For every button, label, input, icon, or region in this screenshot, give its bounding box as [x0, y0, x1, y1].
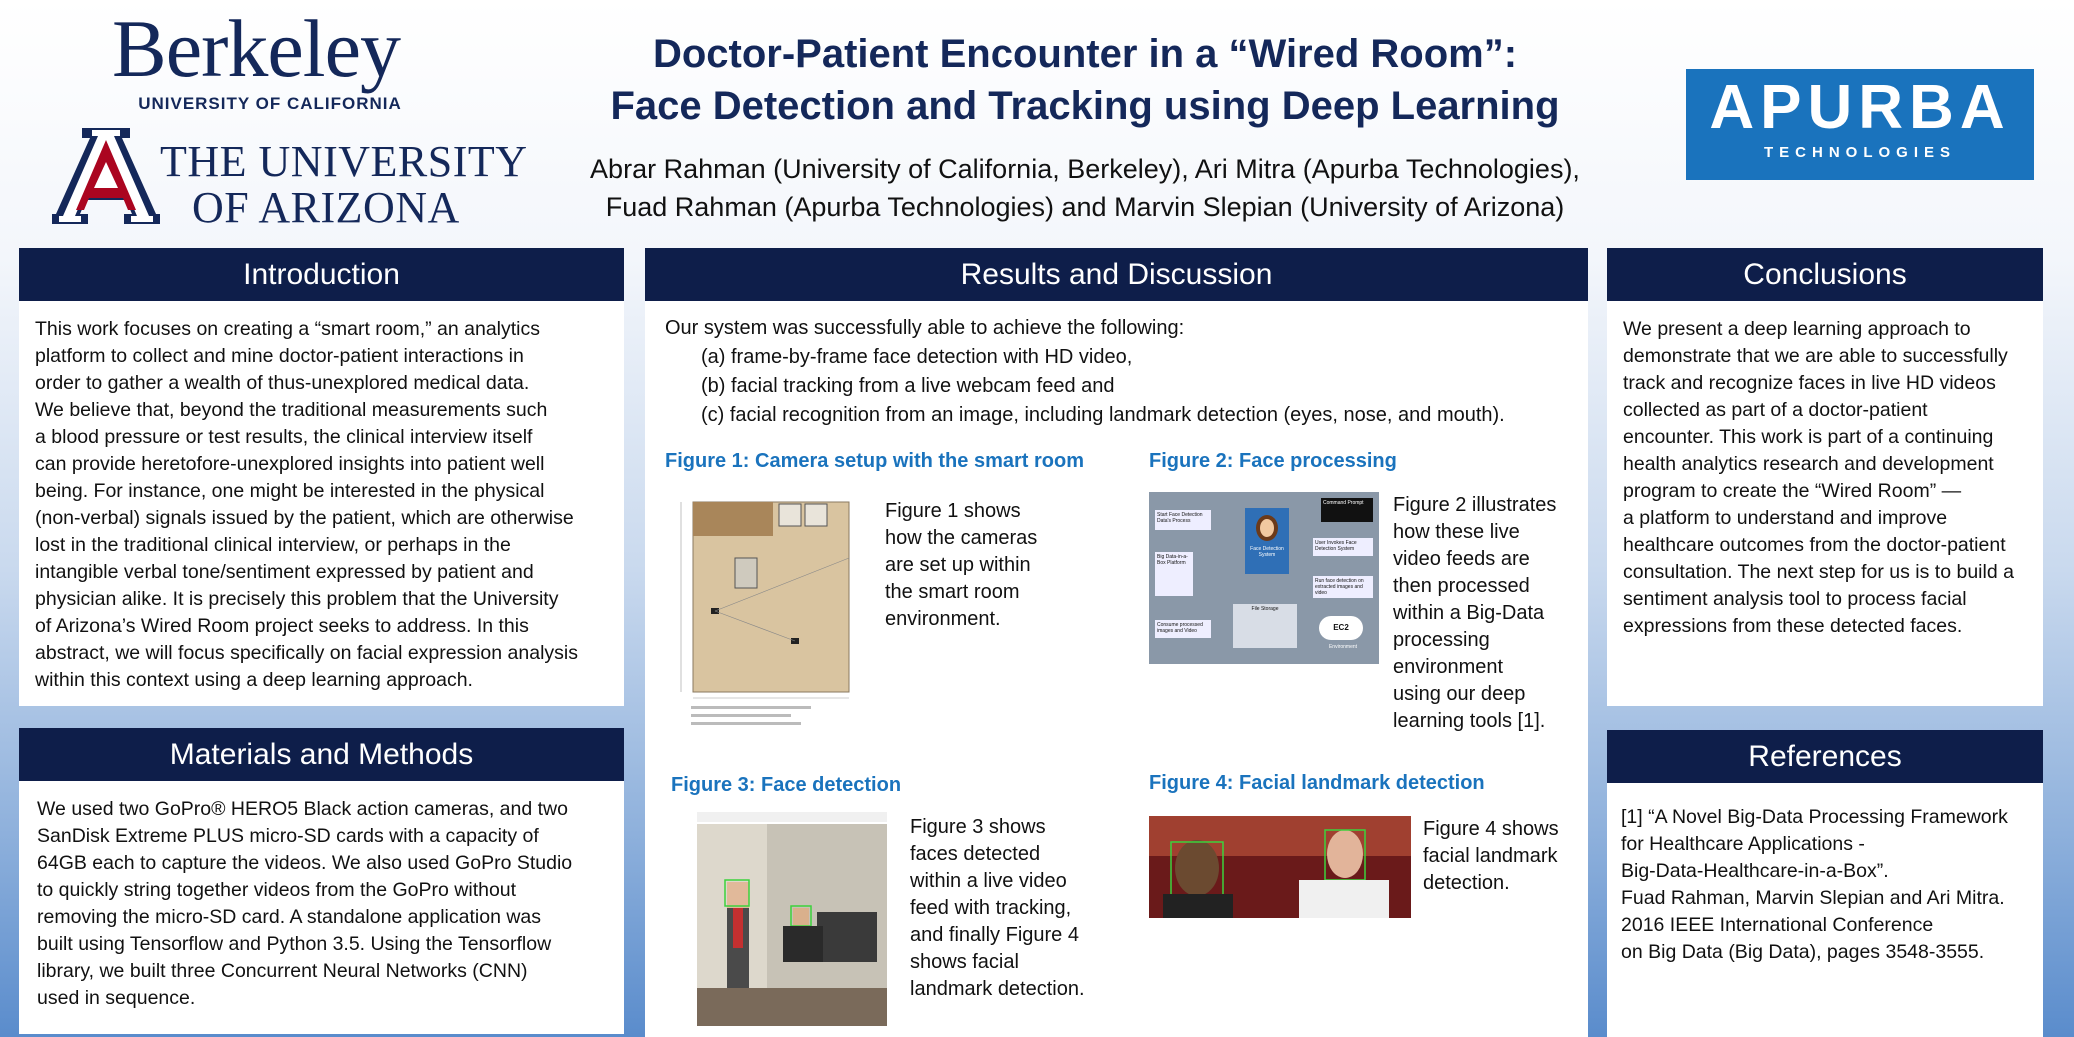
figure-2-caption: Figure 2: Face processing	[1149, 450, 1397, 472]
text-line: how the cameras	[885, 527, 1038, 549]
text-line: within a live video	[910, 870, 1067, 892]
text-line: a platform to understand and improve	[1623, 507, 1948, 529]
results-item-c: (c) facial recognition from an image, including landmark detection (eyes, nose, and mouth).	[701, 404, 1505, 426]
diagram-box: Run face detection on extracted images and video	[1313, 576, 1373, 598]
figure-3-caption: Figure 3: Face detection	[671, 774, 902, 796]
text-line: used in sequence.	[37, 987, 196, 1009]
text-line: video feeds are	[1393, 548, 1530, 570]
results-intro-line: Our system was successfully able to achieve the following:	[665, 317, 1185, 339]
arizona-logo-line1: THE UNIVERSITY	[160, 137, 528, 186]
text-line: a blood pressure or test results, the clinical interview itself	[35, 426, 533, 448]
diagram-box: Command Prompt	[1321, 498, 1373, 522]
text-line: how these live	[1393, 521, 1520, 543]
text-line: built using Tensorflow and Python 3.5. Using the Tensorflow	[37, 933, 552, 955]
conclusions-heading: Conclusions	[1607, 248, 2043, 301]
text-line: This work focuses on creating a “smart room,” an analytics	[35, 318, 541, 340]
diagram-label: Environment	[1328, 644, 1358, 650]
text-line: Figure 1 shows	[885, 500, 1021, 522]
text-line: We present a deep learning approach to	[1623, 318, 1971, 340]
text-line: within this context using a deep learning approach.	[35, 669, 473, 691]
references-text	[1621, 804, 2033, 966]
results-item-b: (b) facial tracking from a live webcam feed and	[701, 375, 1115, 397]
figure-1-text	[885, 498, 1037, 633]
text-line: We used two GoPro® HERO5 Black action cameras, and two	[37, 798, 568, 820]
results-panel	[645, 248, 1588, 1037]
text-line: order to gather a wealth of thus-unexplored medical data.	[35, 372, 530, 394]
text-line: environment	[1393, 656, 1504, 678]
references-heading: References	[1607, 730, 2043, 783]
text-line: encounter. This work is part of a continuing	[1623, 426, 1994, 448]
figure-3-face-detection-frame	[697, 812, 887, 1026]
text-line: using our deep	[1393, 683, 1526, 705]
diagram-box	[1245, 508, 1289, 574]
text-line: learning tools [1].	[1393, 710, 1546, 732]
results-intro	[665, 314, 1578, 430]
berkeley-logo: Berkeley	[112, 3, 400, 94]
conclusions-panel	[1607, 248, 2043, 706]
figure-4-caption: Figure 4: Facial landmark detection	[1149, 772, 1485, 794]
methods-heading: Materials and Methods	[19, 728, 624, 781]
figure-2-processing-diagram	[1149, 492, 1379, 664]
apurba-logo	[1686, 69, 2034, 180]
text-line: abstract, we will focus specifically on facial expression analysis	[35, 642, 578, 664]
figure-1-caption: Figure 1: Camera setup with the smart room	[665, 450, 1084, 472]
text-line: 64GB each to capture the videos. We also used GoPro Studio	[37, 852, 573, 874]
references-panel	[1607, 730, 2043, 1037]
text-line: and finally Figure 4	[910, 924, 1079, 946]
text-line: intangible verbal tone/sentiment expressed by patient and	[35, 561, 534, 583]
title-line-1: Doctor-Patient Encounter in a “Wired Room”:	[652, 32, 1518, 76]
arizona-a-logo	[52, 128, 160, 224]
berkeley-logo-subtitle: UNIVERSITY OF CALIFORNIA	[138, 94, 402, 113]
text-line: physician alike. It is precisely this problem that the University	[35, 588, 559, 610]
diagram-cloud: EC2	[1319, 616, 1363, 640]
text-line: Big-Data-Healthcare-in-a-Box”.	[1621, 860, 1889, 882]
diagram-box: Start Face Detection Data's Process	[1155, 510, 1211, 530]
conclusions-text	[1623, 316, 2033, 640]
text-line: Figure 2 illustrates	[1393, 494, 1557, 516]
text-line: collected as part of a doctor-patient	[1623, 399, 1928, 421]
introduction-heading: Introduction	[19, 248, 624, 301]
diagram-box: Big Data-in-a-Box Platform	[1155, 552, 1193, 596]
apurba-logo-subtitle: TECHNOLOGIES	[1763, 144, 1956, 161]
text-line: (non-verbal) signals issued by the patient, which are otherwise	[35, 507, 574, 529]
introduction-panel	[19, 248, 624, 706]
authors-line-2: Fuad Rahman (Apurba Technologies) and Marvin Slepian (University of Arizona)	[605, 192, 1565, 222]
text-line: removing the micro-SD card. A standalone application was	[37, 906, 542, 928]
text-line: to quickly string together videos from the GoPro without	[37, 879, 517, 901]
text-line: healthcare outcomes from the doctor-patient	[1623, 534, 2006, 556]
text-line: being. For instance, one might be interested in the physical	[35, 480, 545, 502]
text-line: can provide heretofore-unexplored insights into patient well	[35, 453, 545, 475]
text-line: facial landmark	[1423, 845, 1558, 867]
text-line: platform to collect and mine doctor-patient interactions in	[35, 345, 524, 367]
text-line: feed with tracking,	[910, 897, 1072, 919]
text-line: track and recognize faces in live HD videos	[1623, 372, 1996, 394]
methods-text	[37, 796, 614, 1012]
arizona-logo-line2: OF ARIZONA	[192, 183, 460, 232]
text-line: Fuad Rahman, Marvin Slepian and Ari Mitra.	[1621, 887, 2005, 909]
figure-4-text	[1423, 816, 1559, 897]
figure-3-text	[910, 814, 1085, 1003]
text-line: 2016 IEEE International Conference	[1621, 914, 1934, 936]
text-line: environment.	[885, 608, 1001, 630]
text-line: We believe that, beyond the traditional measurements such	[35, 399, 548, 421]
title-line-2: Face Detection and Tracking using Deep Learning	[610, 84, 1560, 128]
diagram-box: Consume processed images and Video	[1155, 620, 1211, 638]
text-line: detection.	[1423, 872, 1510, 894]
text-line: Figure 4 shows	[1423, 818, 1559, 840]
figure-4-landmark-frame	[1149, 816, 1411, 918]
text-line: health analytics research and development	[1623, 453, 1994, 475]
text-line: within a Big-Data	[1393, 602, 1545, 624]
text-line: shows facial	[910, 951, 1019, 973]
diagram-box: User Invokes Face Detection System	[1313, 538, 1373, 556]
text-line: the smart room	[885, 581, 1020, 603]
text-line: [1] “A Novel Big-Data Processing Framework	[1621, 806, 2008, 828]
methods-panel	[19, 728, 624, 1034]
figure-2-text	[1393, 492, 1556, 735]
text-line: processing	[1393, 629, 1490, 651]
text-line: program to create the “Wired Room” —	[1623, 480, 1962, 502]
introduction-text	[35, 316, 614, 694]
authors-line-1: Abrar Rahman (University of California, Berkeley), Ari Mitra (Apurba Technologies),	[590, 154, 1580, 184]
text-line: sentiment analysis tool to process facial	[1623, 588, 1967, 610]
text-line: Figure 3 shows	[910, 816, 1046, 838]
text-line: then processed	[1393, 575, 1530, 597]
results-heading: Results and Discussion	[645, 248, 1588, 301]
text-line: consultation. The next step for us is to build a	[1623, 561, 2014, 583]
text-line: library, we built three Concurrent Neural Networks (CNN)	[37, 960, 528, 982]
poster-title	[520, 28, 1650, 132]
text-line: expressions from these detected faces.	[1623, 615, 1963, 637]
figure-1-room-floorplan	[671, 488, 871, 738]
diagram-box-label: Face Detection System	[1250, 546, 1284, 558]
text-line: SanDisk Extreme PLUS micro-SD cards with a capacity of	[37, 825, 539, 847]
text-line: demonstrate that we are able to successfully	[1623, 345, 2008, 367]
text-line: on Big Data (Big Data), pages 3548-3555.	[1621, 941, 1985, 963]
text-line: of Arizona’s Wired Room project seeks to address. In this	[35, 615, 529, 637]
apurba-logo-word: APURBA	[1709, 73, 2011, 142]
text-line: faces detected	[910, 843, 1041, 865]
text-line: for Healthcare Applications -	[1621, 833, 1865, 855]
authors	[520, 150, 1650, 226]
diagram-box: File Storage	[1233, 604, 1297, 648]
results-item-a: (a) frame-by-frame face detection with HD video,	[701, 346, 1133, 368]
text-line: lost in the traditional clinical interview, or perhaps in the	[35, 534, 511, 556]
face-avatar-icon	[1254, 514, 1280, 544]
text-line: are set up within	[885, 554, 1031, 576]
text-line: landmark detection.	[910, 978, 1085, 1000]
